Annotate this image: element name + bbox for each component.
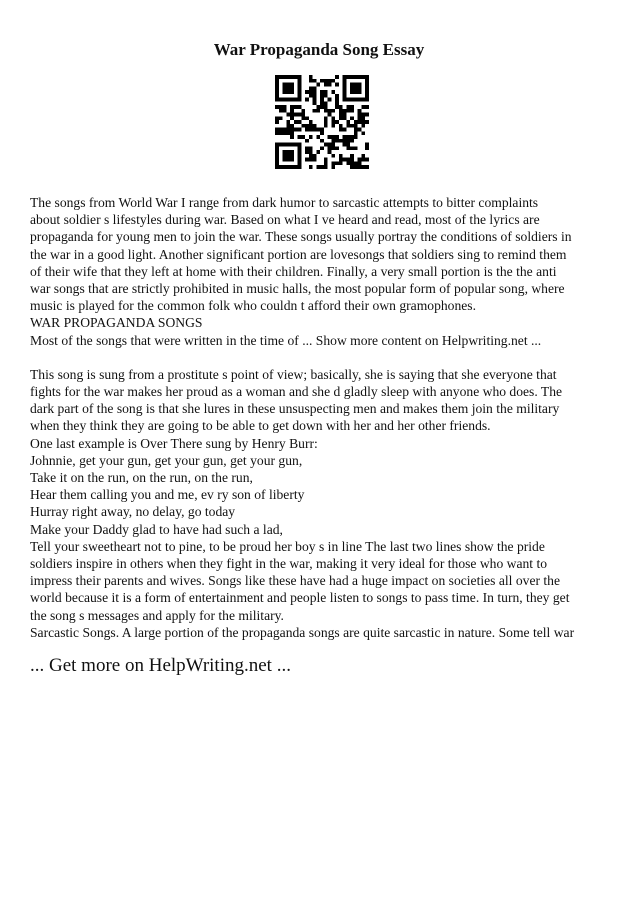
text-line: of their wife that they left at home with their children. Finally, a very small portion is the the anti — [30, 263, 557, 279]
text-line: soldiers inspire in others when they fight in the war, making it very ideal for those who want to — [30, 556, 548, 572]
page-title: War Propaganda Song Essay — [213, 40, 425, 59]
text-line: about soldier s lifestyles during war. Based on what I ve heard and read, most of the lyrics are — [30, 212, 540, 228]
lyric-line: Take it on the run, on the run, on the run, — [30, 470, 253, 486]
paragraph-main — [30, 366, 616, 641]
text-line: world because it is a form of entertainment and people listen to songs to pass time. In turn, they get — [30, 590, 570, 606]
lyric-line: Hurray right away, no delay, go today — [30, 504, 236, 520]
text-line: dark part of the song is that she lures in these unsuspecting men and makes them join the military — [30, 401, 560, 417]
text-line: the song s messages and apply for the military. — [30, 607, 284, 623]
text-line: fights for the war makes her proud as a woman and she d gladly sleep with anyone who does. The — [30, 384, 563, 400]
text-line: propaganda for young men to join the war. These songs usually portray the conditions of soldiers in — [30, 229, 572, 245]
section-heading: WAR PROPAGANDA SONGS — [30, 315, 203, 331]
qr-code-icon — [275, 75, 369, 169]
lyric-line: Johnnie, get your gun, get your gun, get your gun, — [30, 452, 303, 468]
text-line: music is played for the common folk who couldn t afford their own gramophones. — [30, 298, 476, 314]
paragraph-intro — [30, 194, 616, 314]
show-more-teaser[interactable]: Most of the songs that were written in the time of ... Show more content on Helpwriting.net ... — [30, 332, 542, 348]
text-line: when they think they are going to be able to get down with her and her other friends. — [30, 418, 491, 434]
text-line: Tell your sweetheart not to pine, to be proud her boy s in line The last two lines show the pride — [30, 538, 545, 554]
text-line: war songs that are strictly prohibited in music halls, the most popular form of popular song, where — [30, 281, 565, 297]
text-line: impress their parents and wives. Songs like these have had a huge impact on societies all over the — [30, 573, 561, 589]
text-line: One last example is Over There sung by Henry Burr: — [30, 435, 318, 451]
paragraph-spacer — [30, 349, 616, 366]
text-line: The songs from World War I range from dark humor to sarcastic attempts to bitter complaints — [30, 195, 539, 210]
text-line: Sarcastic Songs. A large portion of the propaganda songs are quite sarcastic in nature. Some tell war — [30, 624, 575, 640]
get-more-link[interactable]: ... Get more on HelpWriting.net ... — [30, 655, 291, 676]
essay-body — [30, 194, 616, 641]
lyric-line: Hear them calling you and me, ev ry son of liberty — [30, 487, 305, 503]
text-line: This song is sung from a prostitute s point of view; basically, she is saying that she everyone that — [30, 366, 557, 382]
text-line: the war in a good light. Another significant portion are lovesongs that soldiers sing to remind them — [30, 246, 567, 262]
lyric-line: Make your Daddy glad to have had such a lad, — [30, 521, 283, 537]
